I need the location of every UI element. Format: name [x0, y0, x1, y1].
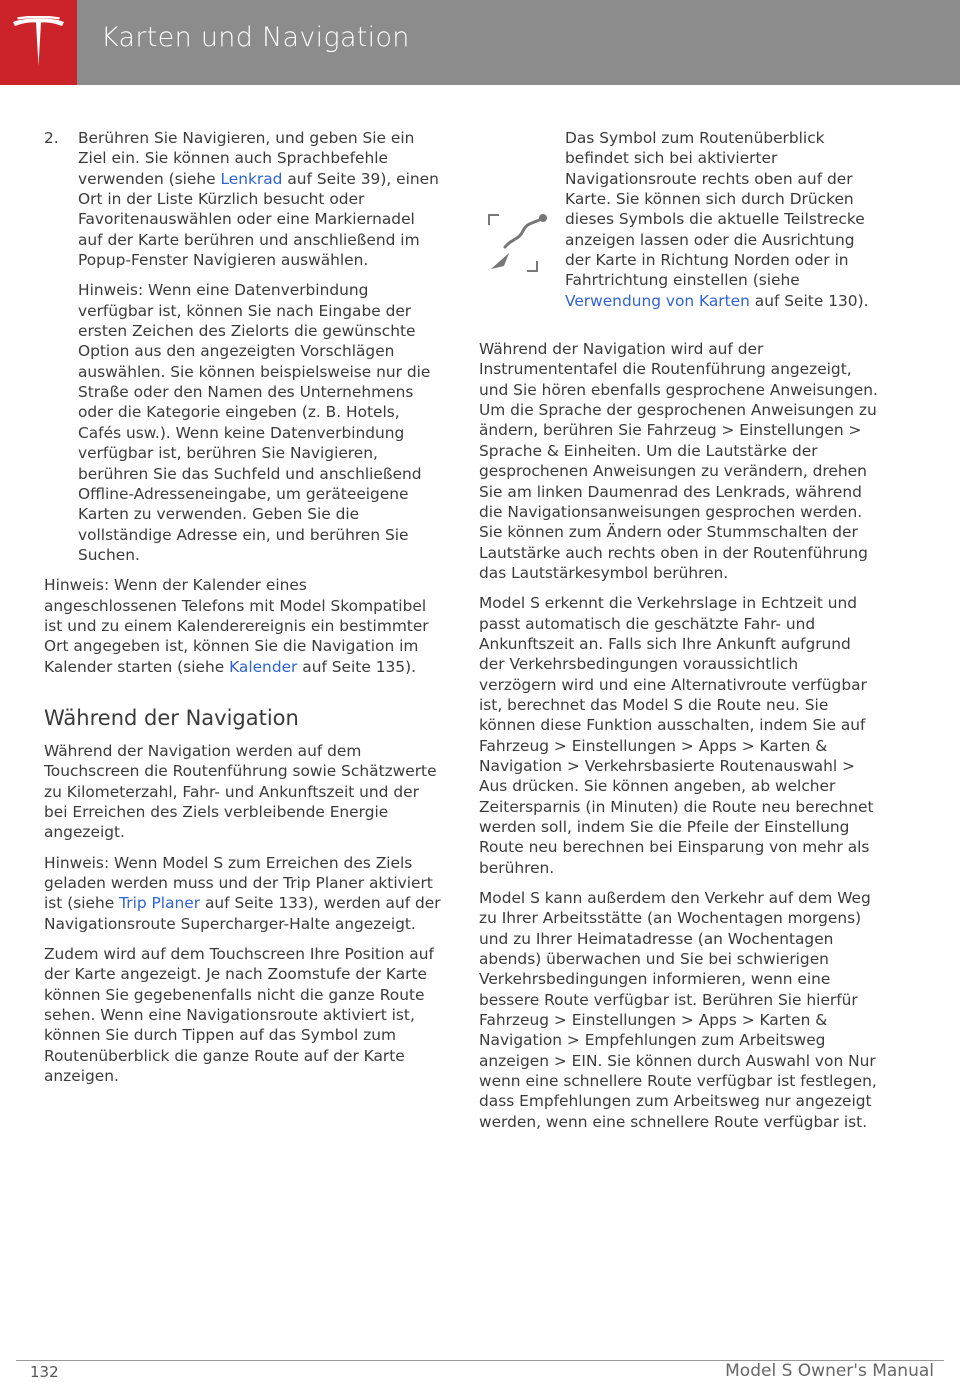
paragraph: Zudem wird auf dem Touchscreen Ihre Position auf der Karte angezeigt. Je nach Zoomstufe der Karte können Sie gegebenenfalls nicht die ganze Route sehen. Wenn eine Navigationsroute aktiviert ist, können Sie durch Tippen auf das Symbol zum Routenüberblick die ganze Route auf der Karte anzeigen.: [44, 945, 434, 1086]
tesla-logo-icon: [11, 16, 66, 68]
paragraph: Model S erkennt die Verkehrslage in Echtzeit und passt automatisch die geschätzte Fahr- und Ankunftszeit an. Falls sich Ihre Ankunft aufgrund der Verkehrsbedingungen voraussichtlich verzögern wird und eine Alternativroute verfügbar ist, berechnet das Model S die Route neu. Sie können diese Funktion ausschalten, indem Sie auf Fahrzeug > Einstellungen > Apps > Karten & Navigation > Verkehrsbasierte Routenauswahl > Aus drücken. Sie können angeben, ab welcher Zeitersparnis (in Minuten) die Route neu berechnet werden soll, indem Sie die Pfeile der Einstellung Route neu berechnen bei Einsparung von mehr als berühren.: [479, 594, 874, 877]
description-text: auf Seite 130).: [749, 291, 869, 310]
trip-planner-note: [44, 853, 444, 934]
link-lenkrad[interactable]: Lenkrad: [220, 169, 283, 188]
note-text: Hinweis: Wenn Model S zum Erreichen des Ziels geladen werden muss und der Trip Planer aktiviert ist (siehe: [44, 853, 433, 913]
note-text: auf Seite 135).: [297, 657, 416, 676]
paragraph: Während der Navigation wird auf der Instrumententafel die Routenführung angezeigt, und Sie hören ebenfalls gesprochene Anweisungen. Um die Sprache der gesprochenen Anweisungen zu ändern, berühren Sie Fahrzeug > Einstellungen > Sprache & Einheiten. Um die Lautstärke der gesprochenen Anweisungen zu verändern, drehen Sie am linken Daumenrad des Lenkrads, während die Navigationsanweisungen gesprochen werden. Sie können zum Ändern oder Stummschalten der Lautstärke auch rechts oben in der Routenführung das Lautstärkesymbol berühren.: [479, 340, 878, 582]
icon-description: [565, 128, 879, 311]
right-column: [479, 128, 879, 1142]
icon-explanation: [479, 128, 879, 311]
manual-name: Model S Owner's Manual: [725, 1361, 934, 1381]
description-text: Das Symbol zum Routenüberblick befindet sich bei aktivierter Navigationsroute rechts oben auf der Karte. Sie können sich durch Drücken dieses Symbols die aktuelle Teilstrecke anzeigen lassen oder die Ausrichtung der Karte in Richtung Norden oder in Fahrtrichtung einstellen (siehe: [565, 129, 865, 290]
numbered-step: [44, 128, 444, 280]
note-text: Hinweis: Wenn der Kalender eines angeschlossenen Telefons mit Model Skompatibel ist und zu einem Kalenderereignis ein bestimmter Ort angegeben ist, können Sie die Navigation im Kalender starten (siehe: [44, 576, 429, 676]
route-overview-icon: [481, 211, 551, 277]
step-note: Hinweis: Wenn eine Datenverbindung verfügbar ist, können Sie nach Eingabe der ersten Zeichen des Zielorts die gewünschte Option aus den angezeigten Vorschlägen auswählen. Sie können beispielsweise nur die Straße oder den Namen des Unternehmens oder die Kategorie eingeben (z. B. Hotels, Cafés usw.). Wenn keine Datenverbindung verfügbar ist, berühren Sie Navigieren, berühren Sie das Suchfeld und anschließend Offline-Adresseneingabe, um geräteeigene Karten zu verwenden. Geben Sie die vollständige Adresse ein, und berühren Sie Suchen.: [78, 281, 431, 564]
note-text: auf Seite 133), werden auf der Navigationsroute Supercharger-Halte angezeigt.: [44, 894, 441, 933]
step-text: [78, 128, 444, 280]
left-column: [44, 128, 444, 1096]
link-trip-planer[interactable]: Trip Planer: [119, 894, 201, 913]
page-header: [0, 0, 960, 85]
link-kalender[interactable]: Kalender: [229, 657, 298, 676]
paragraph: Während der Navigation werden auf dem Touchscreen die Routenführung sowie Schätzwerte zu Kilometerzahl, Fahr- und Ankunftszeit und der bei Erreichen des Ziels verbleibende Energie angezeigt.: [44, 741, 437, 842]
section-heading: Während der Navigation: [44, 705, 299, 730]
paragraph: Model S kann außerdem den Verkehr auf dem Weg zu Ihrer Arbeitsstätte (an Wochentagen morgens) und zu Ihrer Heimatadresse (an Wochentagen abends) überwachen und Sie bei schwierigen Verkehrsbedingungen informieren, wenn eine bessere Route verfügbar ist. Berühren Sie hierfür Fahrzeug > Einstellungen > Apps > Karten & Navigation > Empfehlungen zum Arbeitsweg anzeigen > EIN. Sie können durch Auswahl von Nur wenn eine schnellere Route verfügbar ist festlegen, dass Empfehlungen zum Arbeitsweg nur angezeigt werden, wenn eine schnellere Route verfügbar ist.: [479, 889, 877, 1131]
icon-cell: [479, 128, 565, 311]
page-number: 132: [30, 1363, 59, 1381]
step-text-part: Berühren Sie Navigieren, und geben Sie ein Ziel ein. Sie können auch Sprachbefehle verwenden (siehe: [78, 129, 415, 188]
calendar-note: [44, 575, 444, 677]
brand-logo-box: [0, 0, 77, 85]
link-verwendung-von-karten[interactable]: Verwendung von Karten: [565, 291, 750, 310]
step-text-part: auf Seite 39), einen Ort in der Liste Kürzlich besucht oder Favoritenauswählen oder eine Markiernadel auf der Karte berühren und anschließend im Popup-Fenster Navigieren auswählen.: [78, 169, 439, 270]
step-number: 2.: [44, 129, 59, 147]
page-title: Karten und Navigation: [101, 22, 410, 53]
